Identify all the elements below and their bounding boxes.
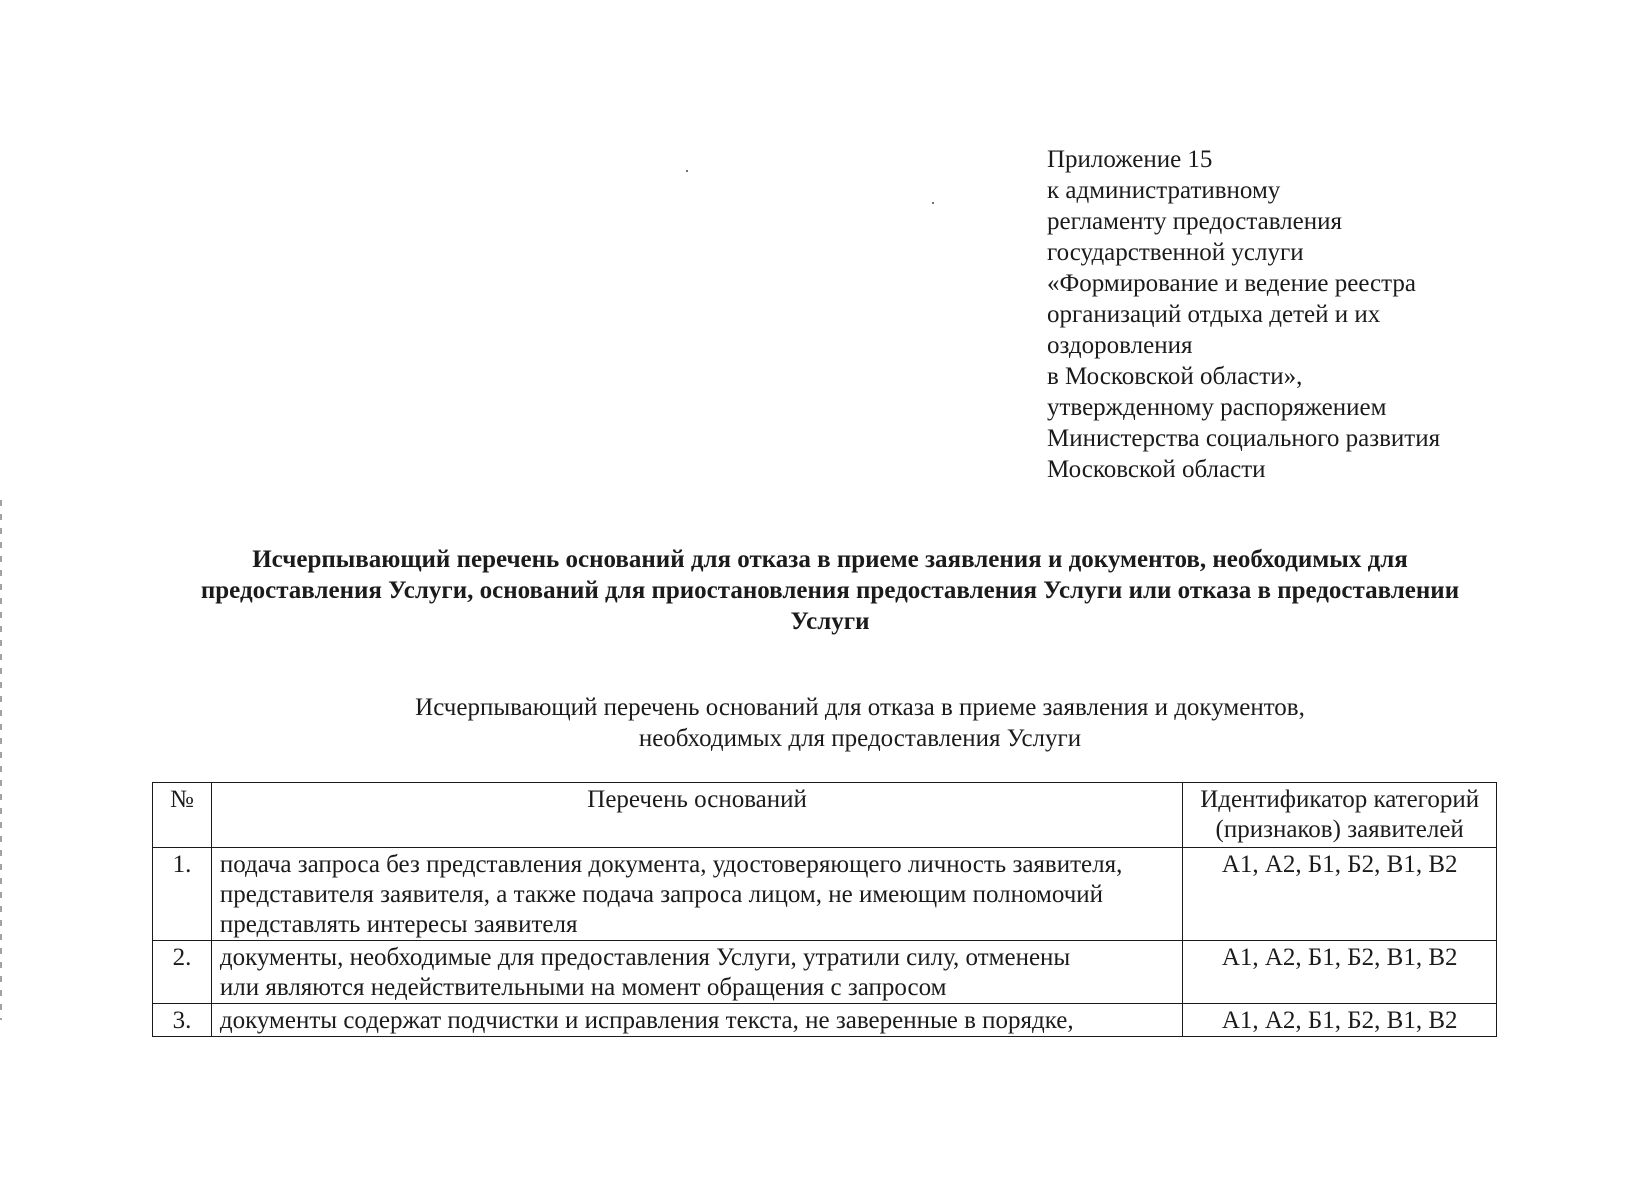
reason-line: представителя заявителя, а также подача запроса лицом, не имеющим полномочий [219,881,1104,908]
row-categories: А1, А2, Б1, Б2, В1, В2 [1183,1004,1497,1037]
reason-line: документы, необходимые для предоставления Услуги, утратили силу, отменены [219,944,1071,971]
scan-speck [932,202,934,204]
appendix-line: Министерства социального развития [1047,425,1441,452]
row-reason [211,941,1182,1004]
table-row [153,941,1497,1004]
subtitle-line: необходимых для предоставления Услуги [638,725,1082,752]
reason-line: представлять интересы заявителя [219,911,578,938]
appendix-line: Московской области [1047,456,1266,483]
row-num: 1. [153,848,212,941]
header-reasons: Перечень оснований [211,783,1182,848]
header-num: № [153,783,212,848]
appendix-line: государственной услуги [1047,239,1304,266]
appendix-line: Приложение 15 [1047,146,1213,173]
section-subtitle [290,692,1430,754]
reason-line: документы содержат подчистки и исправления текста, не заверенные в порядке, [219,1007,1074,1034]
table-row [153,1004,1497,1037]
title-line: предоставления Услуги, оснований для приостановления предоставления Услуги или отказа в предоставлении [200,577,1460,604]
appendix-line: утвержденному распоряжением [1047,394,1387,421]
header-categories [1183,783,1497,848]
appendix-line: оздоровления [1047,332,1193,359]
row-categories: А1, А2, Б1, Б2, В1, В2 [1183,848,1497,941]
row-num: 2. [153,941,212,1004]
row-num: 3. [153,1004,212,1037]
reasons-table [152,782,1497,1037]
reason-line: или являются недействительными на момент обращения с запросом [219,974,947,1001]
row-reason [211,1004,1182,1037]
document-title [160,544,1500,637]
subtitle-line: Исчерпывающий перечень оснований для отказа в приеме заявления и документов, [415,694,1305,721]
table-row [153,848,1497,941]
appendix-line: «Формирование и ведение реестра [1047,270,1416,297]
appendix-line: в Московской области», [1047,363,1303,390]
header-categories-line: Идентификатор категорий [1200,786,1480,813]
title-line: Услуги [790,608,870,635]
appendix-header [1047,144,1567,485]
row-reason [211,848,1182,941]
appendix-line: организаций отдыха детей и их [1047,301,1381,328]
scan-speck [686,170,688,172]
row-categories: А1, А2, Б1, Б2, В1, В2 [1183,941,1497,1004]
appendix-line: к административному [1047,177,1281,204]
scan-edge-mark [0,500,2,1020]
reason-line: подача запроса без представления документа, удостоверяющего личность заявителя, [219,851,1123,878]
title-line: Исчерпывающий перечень оснований для отказа в приеме заявления и документов, необходимых для [252,546,1408,573]
header-categories-line: (признаков) заявителей [1215,816,1464,843]
appendix-line: регламенту предоставления [1047,208,1343,235]
table-header-row [153,783,1497,848]
